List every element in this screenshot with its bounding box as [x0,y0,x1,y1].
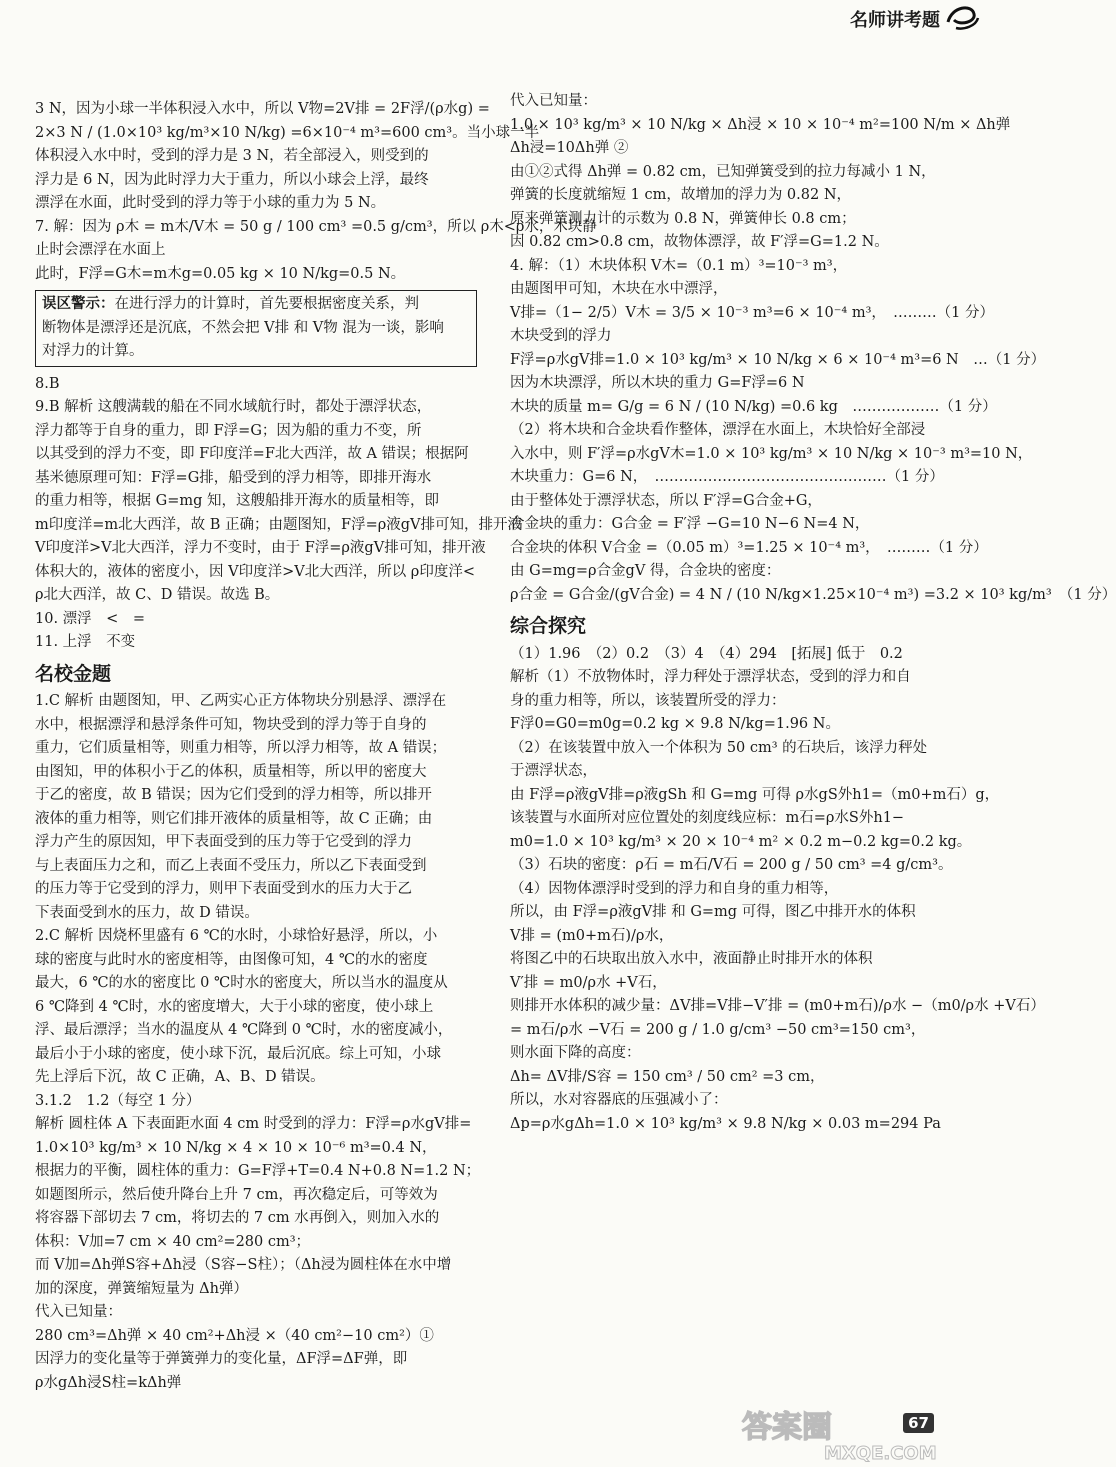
text-line: 9.B 解析 这艘满载的船在不同水域航行时，都处于漂浮状态， [35,399,432,415]
answer-block [35,690,481,1395]
text-line: 于乙的密度，故 B 错误；因为它们受到的浮力相等，所以排开 [35,787,432,803]
text-line: 最后小于小球的密度，使小球下沉，最后沉底。综上可知，小球 [35,1045,441,1062]
text-line: 漂浮在水面，此时受到的浮力等于小球的重力为 5 N。 [35,195,386,211]
text-line: F浮0=G0=m0g=0.2 kg × 9.8 N/kg=1.96 N。 [510,716,840,732]
text-line: 由题图甲可知，木块在水中漂浮， [510,281,728,297]
text-line: 下表面受到水的压力，故 D 错误。 [35,904,259,921]
text-line: Δp=ρ水gΔh=1.0 × 10³ kg/m³ × 9.8 N/kg × 0.03 m=294 Pa [510,1115,941,1132]
text-line: ρ水gΔh浸S柱=kΔh弹 [35,1374,182,1391]
section-title-comprehensive: 综合探究 [510,615,587,637]
text-line: Δh浸=10Δh弹 ② [510,140,629,156]
text-line: ρ合金 = G合金/(gV合金) = 4 N / (10 N/kg×1.25×10⁻⁴ m³) =3.2 × 10³ kg/m³ （1 分） [510,586,1116,603]
text-line: V排=（1− 2/5）V木 = 3/5 × 10⁻³ m³=6 × 10⁻⁴ m³， ………（1 分） [510,304,994,321]
text-line: 体积：V加=7 cm × 40 cm²=280 cm³； [35,1233,311,1250]
text-line: 将容器下部切去 7 cm，将切去的 7 cm 水再倒入，则加入水的 [35,1210,440,1226]
text-line: （4）因物体漂浮时受到的浮力和自身的重力相等， [510,880,839,897]
text-line: 由图知，甲的体积小于乙的体积，质量相等，所以甲的密度大 [35,763,427,780]
text-line: 液体的重力相等，则它们排开液体的质量相等，故 C 正确；由 [35,810,433,827]
text-line: 水中，根据漂浮和悬浮条件可知，物块受到的浮力等于自身的 [35,716,427,733]
text-line: m印度洋=m北大西洋，故 B 正确；由题图知，F浮=ρ液gV排可知，排开液 [35,516,523,533]
warning-line: 对浮力的计算。 [42,343,144,359]
text-line: V排 = (m0+m石)/ρ水， [510,927,674,944]
text-line: 解析 圆柱体 A 下表面距水面 4 cm 时受到的浮力：F浮=ρ水gV排= [35,1116,472,1132]
text-line: 3.1.2 1.2（每空 1 分） [35,1092,201,1109]
text-line: 的压力等于它受到的浮力，则甲下表面受到水的压力大于乙 [35,881,412,897]
text-line: 因为木块漂浮，所以木块的重力 G=F浮=6 N [510,375,805,391]
text-line: 合金块的体积 V合金 =（0.05 m）³=1.25 × 10⁻⁴ m³， ………（1 分） [510,539,988,556]
text-line: 由 G=mg=ρ合金gV 得，合金块的密度： [510,563,781,579]
watermark-text: 答案圈 [742,1410,832,1445]
warning-box [35,290,477,367]
text-line: 止时会漂浮在水面上 [35,242,166,258]
warning-line: 断物体是漂浮还是沉底，不然会把 V排 和 V物 混为一谈，影响 [42,319,444,336]
page-number: 67 [903,1413,934,1433]
text-line: 体积大的，液体的密度小，因 V印度洋>V北大西洋，所以 ρ印度洋< [35,563,475,580]
text-line: 球的密度与此时水的密度相等，由图像可知，4 ℃的水的密度 [35,951,428,968]
text-line: V印度洋>V北大西洋，浮力不变时，由于 F浮=ρ液gV排可知，排开液 [35,540,486,556]
text-line: m0=1.0 × 10³ kg/m³ × 20 × 10⁻⁴ m² × 0.2 m−0.2 kg=0.2 kg。 [510,833,972,850]
page-header-title: 名师讲考题 [850,10,940,31]
logo-swirl-icon [942,0,982,34]
text-line: 合金块的重力：G合金 = F′浮 −G=10 N−6 N=4 N， [510,516,870,532]
text-line: 浮力是 6 N，因为此时浮力大于重力，所以小球会上浮，最终 [35,171,429,188]
text-line: 于漂浮状态， [510,763,597,779]
section-title-famous-school: 名校金题 [35,662,112,685]
text-line: 此时，F浮=G木=m木g=0.05 kg × 10 N/kg=0.5 N。 [35,265,406,282]
text-line: 11. 上浮 不变 [35,634,136,650]
text-line: 7. 解：因为 ρ木 = m木/V木 = 50 g / 100 cm³ =0.5 g/cm³，所以 ρ木<ρ水，木块静 [35,218,597,235]
text-line: 3 N，因为小球一半体积浸入水中，所以 V物=2V排 = 2F浮/(ρ水g) = [35,101,490,117]
text-line: 入水中，则 F′浮=ρ水gV木=1.0 × 10³ kg/m³ × 10 N/kg × 10⁻³ m³=10 N， [510,445,1033,462]
text-line: 10. 漂浮 < = [35,610,145,627]
text-line: = m石/ρ水 −V石 = 200 g / 1.0 g/cm³ −50 cm³=150 cm³， [510,1021,926,1038]
text-line: 6 ℃降到 4 ℃时，水的密度增大，大于小球的密度，使小球上 [35,998,434,1015]
text-line: 280 cm³=Δh弹 × 40 cm²+Δh浸 ×（40 cm²−10 cm²）① [35,1327,434,1344]
answer-block [35,373,523,655]
text-line: 体积浸入水中时，受到的浮力是 3 N，若全部浸入，则受到的 [35,148,429,164]
text-line: （2）将木块和合金块看作整体，漂浮在水面上，木块恰好全部浸 [510,422,926,438]
text-line: 因浮力的变化量等于弹簧弹力的变化量，ΔF浮=ΔF弹，即 [35,1351,408,1367]
text-line: 1.0×10³ kg/m³ × 10 N/kg × 4 × 10 × 10⁻⁶ m³=0.4 N， [35,1139,437,1156]
text-line: 身的重力相等，所以，该装置所受的浮力： [510,692,786,709]
warning-title: 误区警示： [42,296,115,312]
text-line: 木块受到的浮力 [510,328,612,344]
text-line: 原来弹簧测力计的示数为 0.8 N，弹簧伸长 0.8 cm； [510,210,856,227]
text-line: 所以，由 F浮=ρ液gV排 和 G=mg 可得，图乙中排开水的体积 [510,904,916,920]
text-line: 浮力产生的原因知，甲下表面受到的压力等于它受到的浮力 [35,834,412,850]
text-line: 因 0.82 cm>0.8 cm，故物体漂浮，故 F′浮=G=1.2 N。 [510,234,889,250]
text-line: 重力，它们质量相等，则重力相等，所以浮力相等，故 A 错误； [35,740,447,756]
text-line: 弹簧的长度就缩短 1 cm，故增加的浮力为 0.82 N， [510,187,852,203]
text-line: 的重力相等，根据 G=mg 知，这艘船排开海水的质量相等，即 [35,493,439,509]
text-line: 代入已知量： [35,1304,122,1320]
text-line: 由①②式得 Δh弹 = 0.82 cm，已知弹簧受到的拉力每减小 1 N， [510,163,936,180]
text-line: 解析（1）不放物体时，浮力秤处于漂浮状态，受到的浮力和自 [510,669,911,685]
warning-line: 在进行浮力的计算时，首先要根据密度关系，判 [114,296,419,312]
text-line: 2.C 解析 因烧杯里盛有 6 ℃的水时，小球恰好悬浮，所以，小 [35,928,438,944]
text-line: 则排开水体积的减少量：ΔV排=V排−V′排 = (m0+m石)/ρ水 −（m0/ρ水 +V石） [510,998,1045,1014]
text-line: 基米德原理可知：F浮=G排，船受到的浮力相等，即排开海水 [35,469,432,486]
text-line: 木块重力：G=6 N， …………………………………………（1 分） [510,469,944,485]
text-line: 浮力都等于自身的重力，即 F浮=G；因为船的重力不变，所 [35,422,422,439]
text-line: Δh= ΔV排/S容 = 150 cm³ / 50 cm² =3 cm， [510,1068,825,1085]
text-line: （3）石块的密度：ρ石 = m石/V石 = 200 g / 50 cm³ =4 g/cm³。 [510,857,953,873]
text-line: ρ北大西洋，故 C、D 错误。故选 B。 [35,587,280,603]
answer-block [510,643,1045,1137]
text-line: 如题图所示，然后使升降台上升 7 cm，再次稳定后，可等效为 [35,1186,438,1203]
answer-block [510,90,1116,607]
text-line: 将图乙中的石块取出放入水中，液面静止时排开水的体积 [510,951,873,967]
text-line: 8.B [35,375,60,392]
text-line: 由 F浮=ρ液gV排=ρ液gSh 和 G=mg 可得 ρ水gS外h1=（m0+m石）g， [510,786,1000,803]
text-line: 加的深度，弹簧缩短量为 Δh弹） [35,1280,248,1297]
text-line: 该装置与水面所对应位置处的刻度线应标：m石=ρ水S外h1− [510,810,905,826]
text-line: F浮=ρ水gV排=1.0 × 10³ kg/m³ × 10 N/kg × 6 × 10⁻⁴ m³=6 N …（1 分） [510,351,1046,368]
text-line: 1.0 × 10³ kg/m³ × 10 N/kg × Δh浸 × 10 × 10⁻⁴ m²=100 N/m × Δh弹 [510,116,1011,133]
text-line: 所以，水对容器底的压强减小了： [510,1092,728,1108]
text-line: 而 V加=Δh弹S容+Δh浸（S容−S柱）；（Δh浸为圆柱体在水中增 [35,1257,452,1273]
text-line: 1.C 解析 由题图知，甲、乙两实心正方体物块分别悬浮、漂浮在 [35,693,447,709]
text-line: （1）1.96 （2）0.2 （3）4 （4）294 [拓展] 低于 0.2 [510,645,903,662]
text-line: 代入已知量： [510,93,597,109]
text-line: 2×3 N / (1.0×10³ kg/m³×10 N/kg) =6×10⁻⁴ m³=600 cm³。当小球一半 [35,124,540,141]
text-line: 浮、最后漂浮；当水的温度从 4 ℃降到 0 ℃时，水的密度减小， [35,1022,453,1038]
text-line: 与上表面压力之和，而乙上表面不受压力，所以乙下表面受到 [35,857,427,874]
right-column [510,90,1116,1136]
text-line: 由于整体处于漂浮状态，所以 F′浮=G合金+G， [510,492,822,509]
text-line: 根据力的平衡，圆柱体的重力：G=F浮+T=0.4 N+0.8 N=1.2 N； [35,1163,481,1179]
watermark-url: MXQE.COM [824,1443,937,1464]
text-line: V′排 = m0/ρ水 +V石， [510,974,667,991]
text-line: （2）在该装置中放入一个体积为 50 cm³ 的石块后，该浮力秤处 [510,739,928,756]
text-line: 则水面下降的高度： [510,1045,641,1061]
watermark-logo [734,1403,994,1463]
text-line: 木块的质量 m= G/g = 6 N / (10 N/kg) =0.6 kg ………………（1 分） [510,398,997,415]
text-line: 以其受到的浮力不变，即 F印度洋=F北大西洋，故 A 错误；根据阿 [35,446,469,462]
text-line: 4. 解：（1）木块体积 V木=（0.1 m）³=10⁻³ m³， [510,257,848,274]
text-line: 最大，6 ℃的水的密度比 0 ℃时水的密度大，所以当水的温度从 [35,975,448,991]
text-line: 先上浮后下沉，故 C 正确，A、B、D 错误。 [35,1069,325,1085]
